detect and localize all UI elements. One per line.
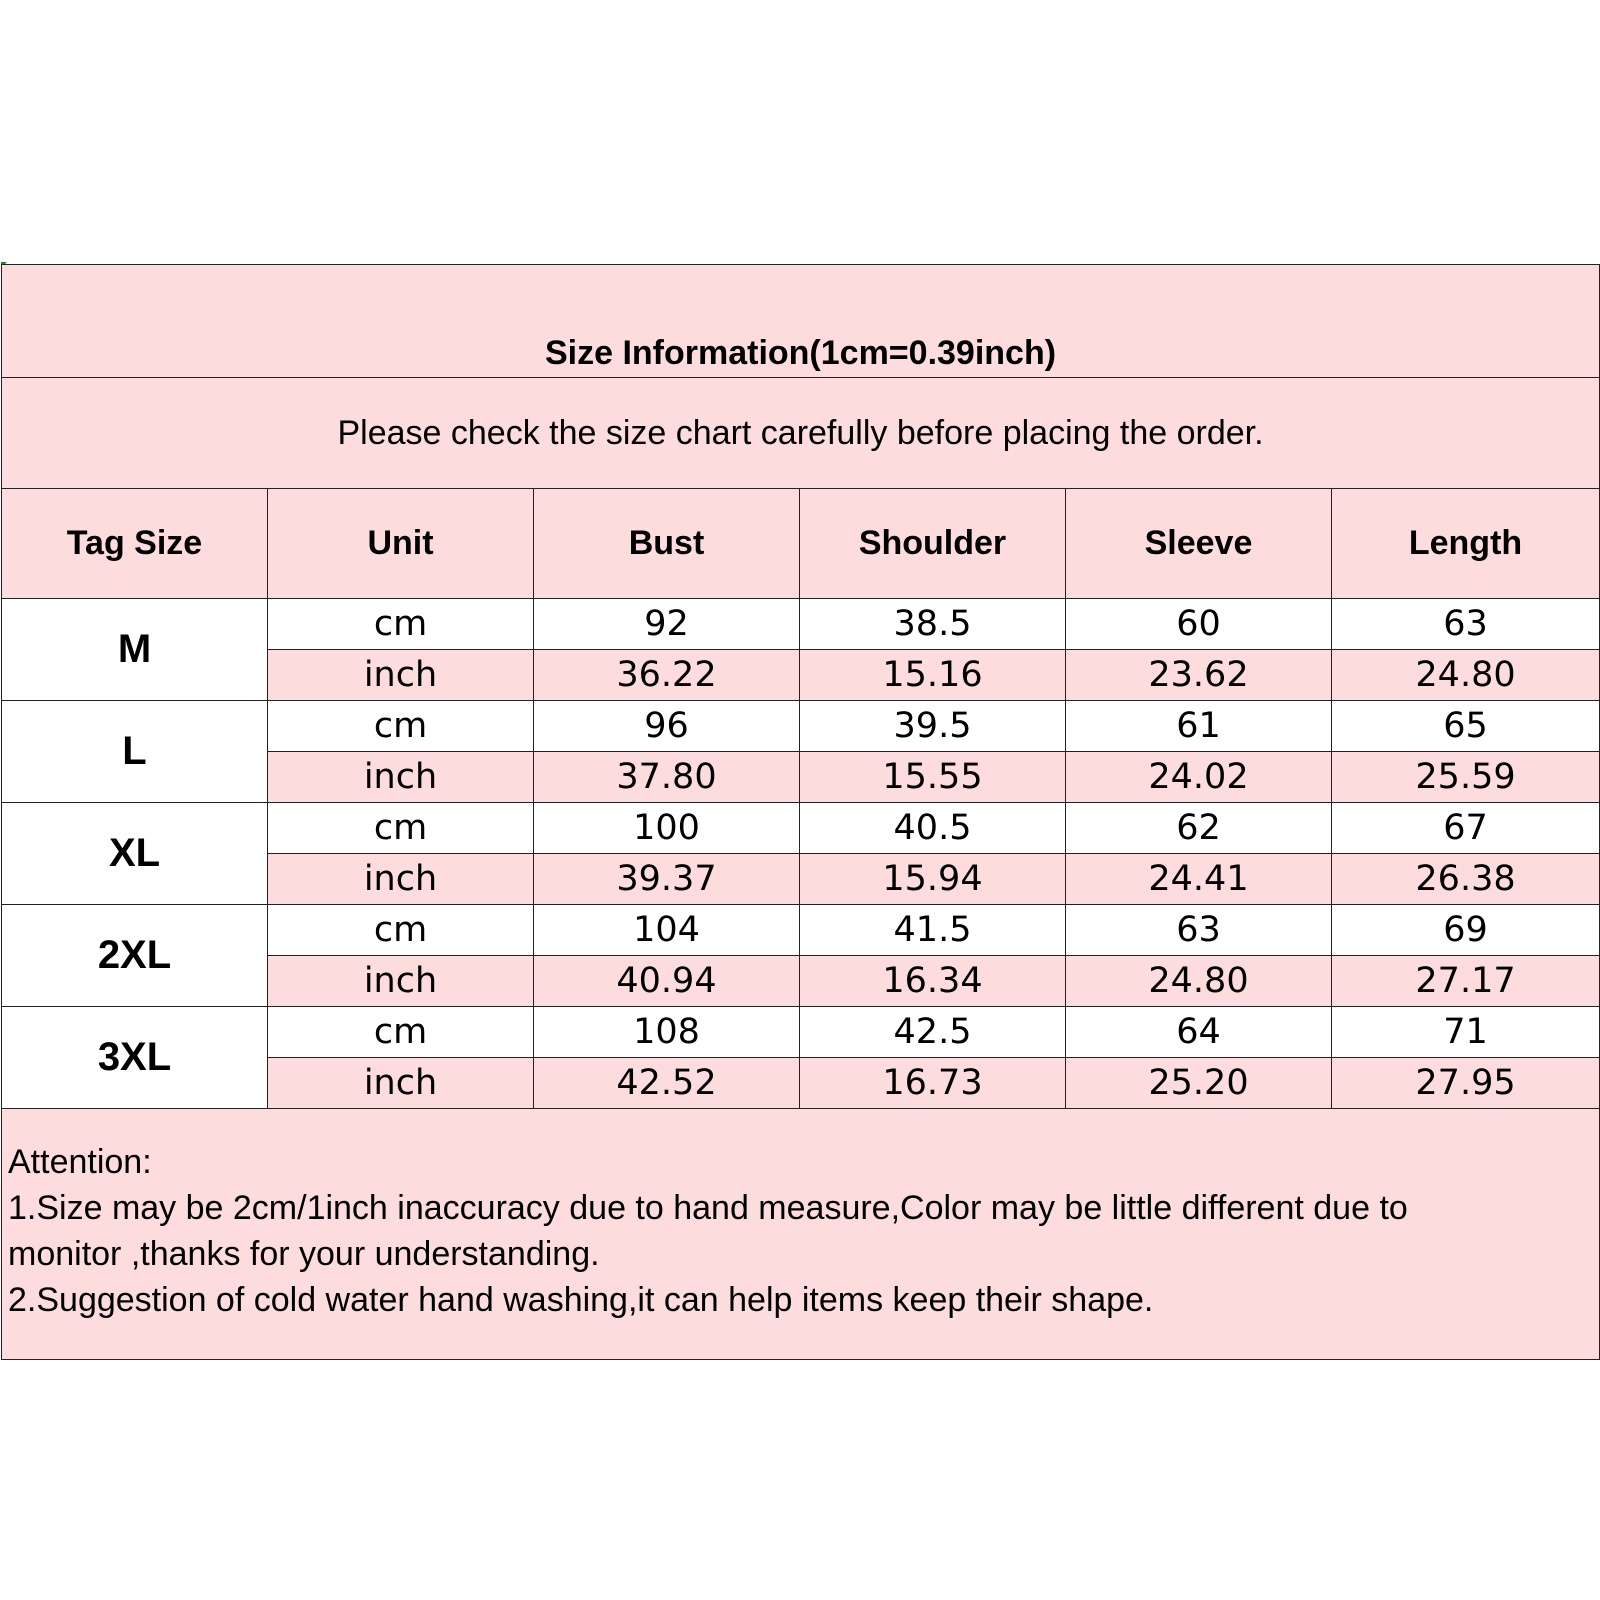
unit-cell: inch (268, 1058, 534, 1109)
header-unit: Unit (268, 489, 534, 599)
notes-row (2, 1109, 1600, 1360)
note-line-1: 1.Size may be 2cm/1inch inaccuracy due to hand measure,Color may be little different due to (8, 1189, 1408, 1227)
length-cell: 27.17 (1332, 956, 1600, 1007)
shoulder-cell: 41.5 (800, 905, 1066, 956)
subtitle-row (2, 378, 1600, 489)
bust-cell: 37.80 (534, 752, 800, 803)
tag-size-cell: L (2, 701, 268, 803)
shoulder-cell: 40.5 (800, 803, 1066, 854)
shoulder-cell: 15.55 (800, 752, 1066, 803)
bust-cell: 39.37 (534, 854, 800, 905)
header-bust: Bust (534, 489, 800, 599)
length-cell: 67 (1332, 803, 1600, 854)
length-cell: 27.95 (1332, 1058, 1600, 1109)
table-row (2, 1007, 1600, 1058)
length-cell: 71 (1332, 1007, 1600, 1058)
title-row (2, 265, 1600, 378)
table-row (2, 701, 1600, 752)
chart-title: Size Information(1cm=0.39inch) (2, 265, 1600, 378)
length-cell: 65 (1332, 701, 1600, 752)
bust-cell: 36.22 (534, 650, 800, 701)
sleeve-cell: 24.02 (1066, 752, 1332, 803)
bust-cell: 40.94 (534, 956, 800, 1007)
sleeve-cell: 64 (1066, 1007, 1332, 1058)
sleeve-cell: 61 (1066, 701, 1332, 752)
header-sleeve: Sleeve (1066, 489, 1332, 599)
shoulder-cell: 38.5 (800, 599, 1066, 650)
table-row (2, 599, 1600, 650)
header-shoulder: Shoulder (800, 489, 1066, 599)
sleeve-cell: 24.80 (1066, 956, 1332, 1007)
shoulder-cell: 42.5 (800, 1007, 1066, 1058)
table-row (2, 803, 1600, 854)
unit-cell: inch (268, 854, 534, 905)
bust-cell: 104 (534, 905, 800, 956)
sleeve-cell: 23.62 (1066, 650, 1332, 701)
sleeve-cell: 24.41 (1066, 854, 1332, 905)
unit-cell: cm (268, 803, 534, 854)
size-chart-table (1, 264, 1600, 1360)
unit-cell: inch (268, 956, 534, 1007)
unit-cell: inch (268, 752, 534, 803)
unit-cell: cm (268, 599, 534, 650)
unit-cell: inch (268, 650, 534, 701)
unit-cell: cm (268, 701, 534, 752)
tag-size-cell: 3XL (2, 1007, 268, 1109)
tag-size-cell: 2XL (2, 905, 268, 1007)
shoulder-cell: 15.94 (800, 854, 1066, 905)
header-row (2, 489, 1600, 599)
unit-cell: cm (268, 905, 534, 956)
header-length: Length (1332, 489, 1600, 599)
header-tag-size: Tag Size (2, 489, 268, 599)
note-line-2: monitor ,thanks for your understanding. (8, 1235, 600, 1273)
shoulder-cell: 39.5 (800, 701, 1066, 752)
bust-cell: 96 (534, 701, 800, 752)
bust-cell: 100 (534, 803, 800, 854)
sleeve-cell: 25.20 (1066, 1058, 1332, 1109)
length-cell: 63 (1332, 599, 1600, 650)
length-cell: 26.38 (1332, 854, 1600, 905)
bust-cell: 108 (534, 1007, 800, 1058)
length-cell: 69 (1332, 905, 1600, 956)
note-line-3: 2.Suggestion of cold water hand washing,it can help items keep their shape. (8, 1281, 1154, 1319)
tag-size-cell: M (2, 599, 268, 701)
shoulder-cell: 15.16 (800, 650, 1066, 701)
length-cell: 25.59 (1332, 752, 1600, 803)
tag-size-cell: XL (2, 803, 268, 905)
bust-cell: 92 (534, 599, 800, 650)
chart-subtitle: Please check the size chart carefully before placing the order. (2, 378, 1600, 489)
bust-cell: 42.52 (534, 1058, 800, 1109)
shoulder-cell: 16.73 (800, 1058, 1066, 1109)
unit-cell: cm (268, 1007, 534, 1058)
shoulder-cell: 16.34 (800, 956, 1066, 1007)
sleeve-cell: 63 (1066, 905, 1332, 956)
sleeve-cell: 62 (1066, 803, 1332, 854)
notes (2, 1109, 1600, 1360)
length-cell: 24.80 (1332, 650, 1600, 701)
sleeve-cell: 60 (1066, 599, 1332, 650)
table-row (2, 905, 1600, 956)
note-heading: Attention: (8, 1143, 152, 1181)
